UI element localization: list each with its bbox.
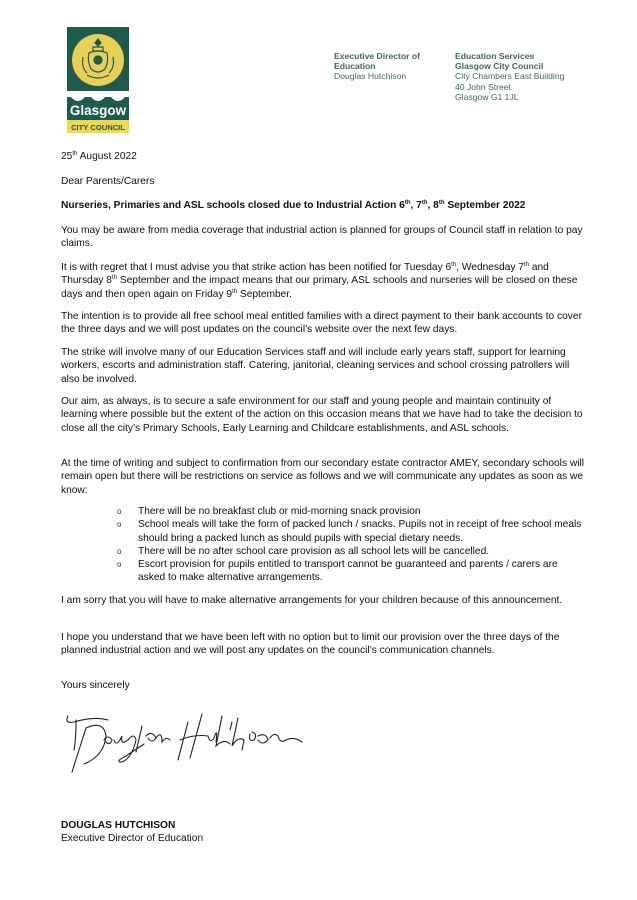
- handwritten-signature: [62, 706, 307, 778]
- signatory-block: [61, 820, 203, 845]
- list-item-text: There will be no breakfast club or mid-morning snack provision: [138, 506, 421, 517]
- sender-title-line1: Executive Director of: [334, 51, 420, 61]
- address-organisation: Glasgow City Council: [455, 61, 544, 72]
- bullet-circle-icon: o: [117, 546, 122, 556]
- bullet-circle-icon: o: [117, 560, 122, 570]
- sup: th: [404, 200, 411, 206]
- address-street: 40 John Street: [455, 81, 511, 92]
- paragraph-7: I am sorry that you will have to make alternative arrangements for your children because of this announcement.: [61, 595, 563, 606]
- date-month-year: August 2022: [77, 151, 137, 162]
- closing: Yours sincerely: [61, 680, 130, 691]
- sup: th: [421, 200, 428, 206]
- signatory-name: DOUGLAS HUTCHISON: [61, 820, 176, 831]
- subject-text: , 8: [427, 200, 439, 211]
- sup: th: [438, 200, 445, 206]
- glasgow-city-council-logo: [67, 27, 129, 133]
- signatory-title: Executive Director of Education: [61, 832, 204, 844]
- salutation: Dear Parents/Carers: [61, 176, 155, 187]
- bullet-circle-icon: o: [117, 520, 122, 530]
- address-department: Education Services: [455, 51, 535, 61]
- address-block: [455, 51, 564, 102]
- address-building: City Chambers East Building: [455, 71, 565, 82]
- address-city-postcode: Glasgow G1 1JL: [455, 91, 519, 102]
- paragraph-4: The strike will involve many of our Education Services staff and will include early years staff, support for learning workers, escorts and administration staff. Catering, janitorial, cleaning services and school crossing patrollers will also be involved.: [61, 347, 570, 385]
- text: , Wednesday 7: [456, 262, 524, 273]
- list-item: [117, 545, 582, 558]
- paragraph-6: At the time of writing and subject to confirmation from our secondary estate contractor AMEY, secondary schools will remain open but there will be restrictions on service as follows and we will communicate any updates as soon as we know:: [61, 458, 585, 496]
- text: and Thursday 8: [61, 262, 549, 287]
- list-item: [117, 505, 582, 518]
- text: September and the impact means that our primary, ASL schools and nurseries will be closed on these days and then open again on Friday 9: [61, 275, 578, 300]
- list-item: [117, 558, 582, 585]
- sender-title-line2: Education: [334, 61, 376, 72]
- paragraph-8: I hope you understand that we have been left with no option but to limit our provision over the three days of the planned industrial action and we will post any updates on the council’s communication channels.: [61, 632, 560, 657]
- sup: th: [111, 275, 117, 282]
- letter-subject: [61, 199, 601, 212]
- logo-subtitle: CITY COUNCIL: [71, 123, 125, 132]
- date-suffix: th: [72, 151, 78, 157]
- service-restrictions-list: [117, 505, 582, 585]
- sup: th: [232, 288, 238, 295]
- paragraph-3: The intention is to provide all free school meal entitled families with a direct payment to their bank accounts to cover the three days and we will post updates on the council’s website over the next few days.: [61, 311, 582, 336]
- paragraph-2: [61, 261, 585, 301]
- subject-text: September 2022: [444, 200, 526, 211]
- sup: th: [451, 262, 457, 268]
- list-item: [117, 518, 582, 545]
- sender-block: [334, 51, 420, 82]
- date-day: 25: [61, 151, 73, 162]
- sup: th: [523, 262, 529, 268]
- letter-date: [61, 150, 583, 163]
- paragraph-5: Our aim, as always, is to secure a safe environment for our staff and young people and maintain continuity of learning where possible but the extent of the action on this occasion means that we have had to take the decision to close all the city’s Primary Schools, Early Learning and Childcare establishments, and ASL schools.: [61, 396, 583, 434]
- logo-wave-icon: [71, 97, 125, 101]
- subject-text: Nurseries, Primaries and ASL schools closed due to Industrial Action 6: [61, 200, 405, 211]
- paragraph-1: You may be aware from media coverage that industrial action is planned for groups of Council staff in relation to pay claims.: [61, 225, 583, 250]
- subject-text: , 7: [410, 200, 422, 211]
- logo-name: Glasgow: [69, 103, 127, 118]
- list-item-text: There will be no after school care provision as all school lets will be cancelled.: [138, 545, 490, 557]
- text: It is with regret that I must advise you that strike action has been notified for Tuesday 6: [61, 262, 452, 273]
- sender-name: Douglas Hutchison: [334, 71, 407, 82]
- text: September.: [237, 288, 293, 300]
- bullet-circle-icon: o: [117, 507, 122, 516]
- list-item-text: Escort provision for pupils entitled to transport cannot be guaranteed and parents / carers are asked to make alternative arrangements.: [138, 559, 558, 584]
- list-item-text: School meals will take the form of packed lunch / snacks. Pupils not in receipt of free school meals should bring a packed lunch as should pupils with special dietary needs.: [138, 519, 582, 544]
